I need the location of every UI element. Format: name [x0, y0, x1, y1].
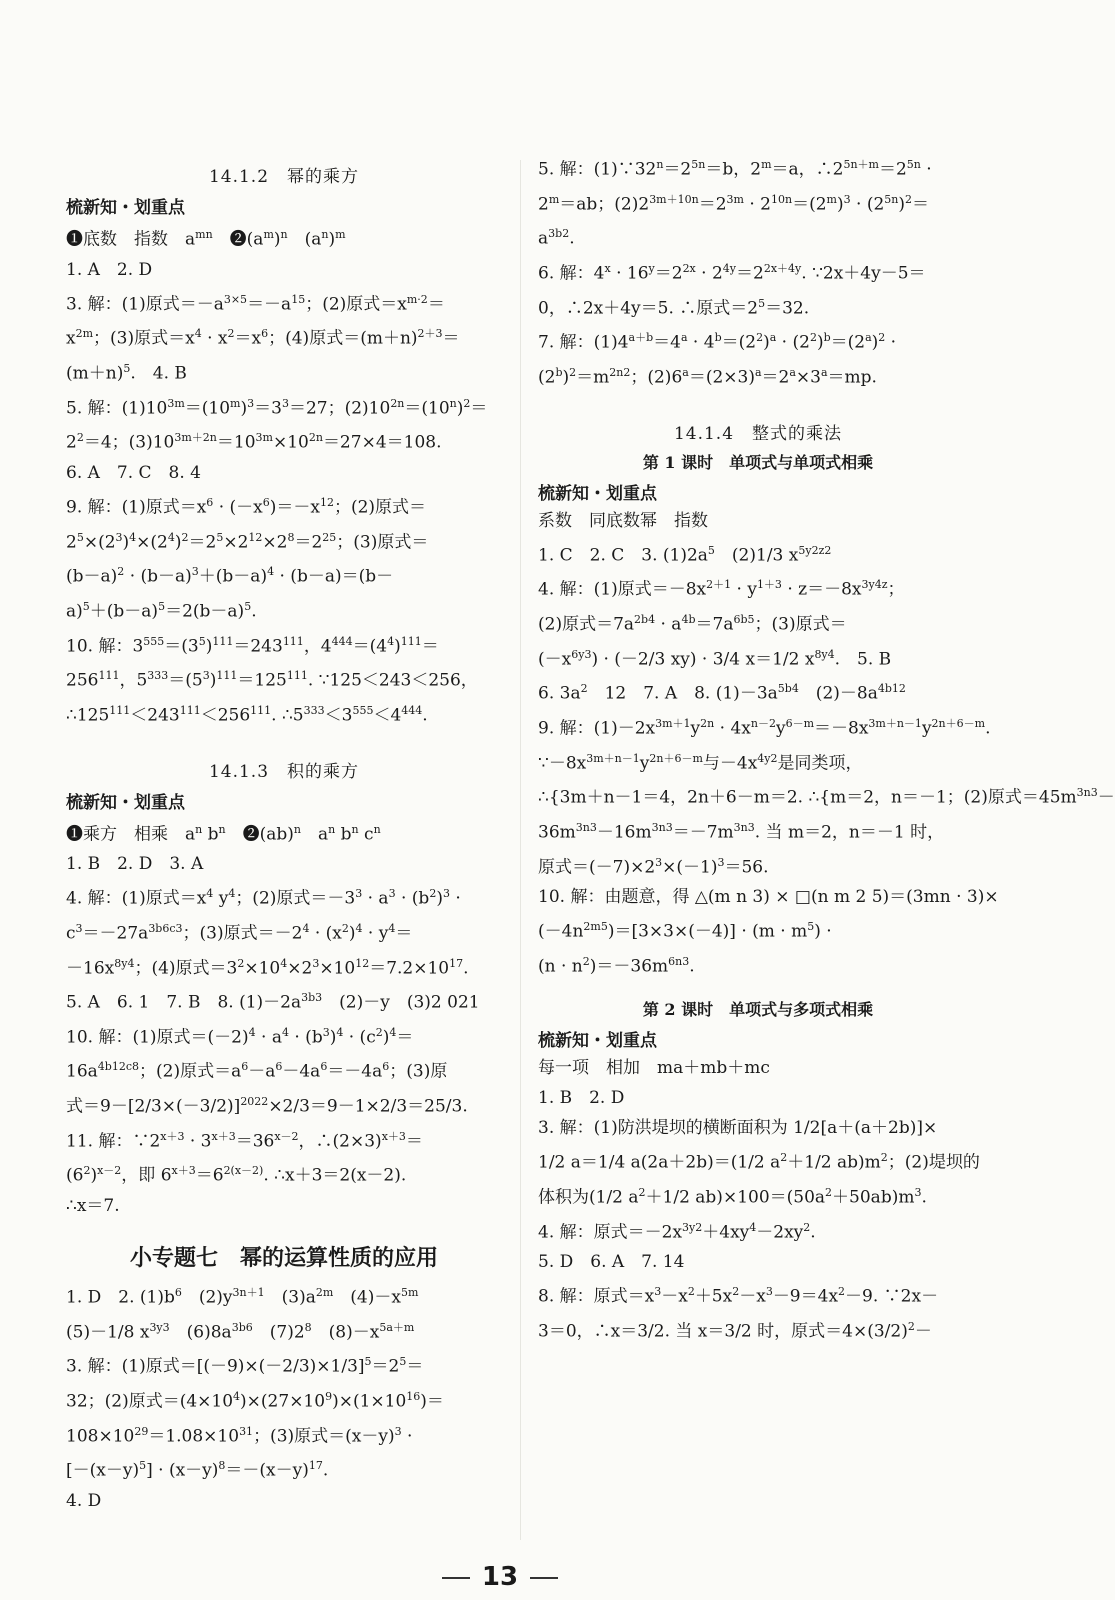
answer-line: 1. D 2. $(1)b^6$ $(2)y^{3n+1}$ $(3)a^{2m}$ $(4)-x^{5m}$: [66, 1286, 419, 1308]
column-divider: [520, 160, 521, 1540]
answer-line: 原式$=(-7)\times 2^3\times(-1)^3=56$.: [538, 855, 769, 878]
answer-line: $2^m=ab$；$(2)2^{3m+10n}=2^{3m} \cdot 2^{10n}=(2^m)^3 \cdot (2^{5n})^2=$: [538, 192, 930, 215]
answer-line: $(n \cdot n^2)=-36m^{6n3}$.: [538, 954, 695, 977]
key-points-heading: 梳新知・划重点: [538, 1031, 657, 1052]
answer-line: $256^{111}$，$5^{333}=(5^3)^{111}=125^{111}$. ∵125＜243＜256，: [66, 669, 478, 691]
answer-line: 3. 解：(1)原式$=[(-9)\times(-2/3)\times 1/3]^5=2^5=$: [66, 1355, 424, 1378]
answer-line: 1. B 2. D 3. A: [66, 854, 204, 875]
answer-line: 4. 解：(1)原式$=x^4$ $y^4$；(2)原式$=-3^3 \cdot a^3 \cdot (b^2)^3$ ·: [66, 887, 461, 909]
topic-title: 小专题七 幂的运算性质的应用: [129, 1245, 438, 1272]
answer-line: 6. A 7. C 8. 4: [66, 462, 201, 483]
answer-line: 式$=9-[2/3\times(-3/2)]^{2022}\times 2/3=9-1\times 2/3=25/3$.: [66, 1095, 468, 1117]
answer-line: $a)^5+(b-a)^5=2(b-a)^5$.: [66, 599, 257, 622]
answer-line: (5)－1/8 $x^{3y3}$ $(6)8a^{3b6}$ $(7)2^8$ $(8)-x^{5a+m}$: [66, 1320, 415, 1343]
answer-line: 7. 解：$(1)4^{a+b}=4^a \cdot 4^b=(2^2)^a \cdot (2^2)^b=(2^a)^2$ ·: [538, 331, 897, 353]
answer-line: 每一项 相加 ma＋mb＋mc: [538, 1058, 770, 1079]
answer-line: 4. D: [66, 1491, 102, 1512]
answer-line: ❶底数 指数 $a^{mn}$ $❷(a^m)^n$ $(a^n)^m$: [66, 228, 346, 250]
answer-line: 5. A 6. 1 7. B 8. $(1)-2a^{3b3}$ (2)－y (3)2 021: [66, 991, 480, 1013]
answer-line: $-16x^{8y4}$；(4)原式$=3^2\times 10^4\times 2^3\times 10^{12}=7.2\times 10^{17}$.: [66, 956, 469, 979]
answer-line: (2)原式$=7a^{2b4} \cdot a^{4b}=7a^{6b5}$；(3)原式＝: [538, 612, 847, 635]
page-number: 13: [0, 1562, 1000, 1592]
answer-line: $[-(x-y)^5] \cdot (x-y)^8=-(x-y)^{17}$.: [66, 1459, 329, 1482]
answer-line: $(-x^{6y3}) \cdot (-2/3$ xy) · 3/4 x＝1/2 $x^{8y4}$. 5. B: [538, 647, 892, 670]
answer-line: $x^{2m}$；(3)原式$=x^4 \cdot x^2=x^6$；(4)原式$=(m+n)^{2+3}=$: [66, 327, 460, 349]
spacer: [538, 981, 978, 995]
left-column: [66, 150, 502, 1516]
answer-line: 系数 同底数幂 指数: [538, 510, 708, 531]
section-title: 14.1.2 幂的乘方: [208, 167, 360, 187]
answer-line: 10. 解：$3^{555}=(3^5)^{111}=243^{111}$，$4^{444}=(4^4)^{111}=$: [66, 634, 439, 657]
answer-line: 5. 解：$(1)10^{3m}=(10^m)^3=3^3=27$；$(2)10^{2n}=(10^n)^2=$: [66, 396, 488, 419]
answer-line: 3. 解：(1)防洪堤坝的横断面积为 1/2[a＋(a＋2b)]×: [538, 1118, 938, 1139]
answer-line: 3＝0，∴x＝3/2. 当 x＝3/2 时，原式$=4\times(3/2)^2-$: [538, 1320, 932, 1342]
spacer: [66, 731, 502, 745]
answer-line: $a^{3b2}$.: [538, 227, 575, 249]
key-points-heading: 梳新知・划重点: [66, 792, 185, 813]
answer-line: 6. 解：$4^x \cdot 16^y=2^{2x} \cdot 2^{4y}=2^{2x+4y}$. ∵2x＋4y－5＝: [538, 261, 926, 284]
answer-line: 体积为(1/2 $a^2+1/2$ $ab)\times 100=(50a^2+50ab)m^3$.: [538, 1186, 927, 1208]
answer-line: 10. 解：(1)原式$=(-2)^4 \cdot a^4 \cdot (b^3)^4 \cdot (c^2)^4=$: [66, 1025, 414, 1048]
answer-line: 4. 解：(1)原式$=-8x^{2+1} \cdot y^{1+3} \cdot z=-8x^{3y4z}$；: [538, 578, 905, 600]
answer-line: $36m^{3n3}-16m^{3n3}=-7m^{3n3}$. 当 m＝2，n＝－1 时，: [538, 820, 945, 843]
answer-line: $16a^{4b12c8}$；(2)原式$=a^6-a^6-4a^6=-4a^6$；(3)原: [66, 1060, 448, 1083]
section-title: 14.1.4 整式的乘法: [673, 423, 843, 444]
answer-line: 0，∴2x＋4y＝5. ∴原式$=2^5=32$.: [538, 296, 810, 319]
answer-line: $c^3=-27a^{3b6c3}$；(3)原式$=-2^4 \cdot (x^2)^4 \cdot y^4=$: [66, 921, 413, 944]
answer-line: 6. $3a^2$ 12 7. A 8. $(1)-3a^{5b4}$ $(2)-8a^{4b12}$: [538, 682, 906, 704]
lesson-title: 第 2 课时 单项式与多项式相乘: [642, 1000, 874, 1020]
answer-line: $2^2=4$；$(3)10^{3m+2n}=10^{3m}\times 10^{2n}=27\times 4=108$.: [66, 431, 442, 453]
answer-line: 5. D 6. A 7. 14: [538, 1252, 685, 1273]
answer-line: $(6^2)^{x-2}$，即 $6^{x+3}=6^{2(x-2)}$. ∴x＋3＝2(x－2).: [66, 1164, 407, 1187]
answer-line: 10. 解：由题意，得 △(m n 3) × □(n m 2 5)＝(3mn · 3)×: [538, 887, 999, 908]
answer-line: 32；(2)原式$=(4\times 10^4)\times(27\times 10^9)\times(1\times 10^{16})=$: [66, 1390, 444, 1412]
answer-line: ∴x＝7.: [66, 1196, 120, 1217]
spacer: [538, 393, 978, 407]
answer-line: $2^5\times(2^3)^4\times(2^4)^2=2^5\times 2^{12}\times 2^8=2^{25}$；(3)原式＝: [66, 530, 429, 553]
lesson-title: 第 1 课时 单项式与单项式相乘: [642, 452, 874, 472]
answer-line: 9. 解：(1)原式$=x^6 \cdot (-x^6)=-x^{12}$；(2)原式＝: [66, 495, 427, 518]
answer-line: $(2^b)^2=m^{2n2}$；$(2)6^a=(2\times 3)^a=2^a\times 3^a=mp$.: [538, 365, 877, 388]
answer-line: 1. C 2. C 3. $(1)2a^5$ (2)1/3 $x^{5y2z2}$: [538, 543, 832, 566]
answer-line: 1. B 2. D: [538, 1088, 625, 1109]
key-points-heading: 梳新知・划重点: [538, 483, 657, 504]
answer-line: $(b-a)^2 \cdot (b-a)^3+(b-a)^4 \cdot (b-a)=(b-$: [66, 565, 394, 587]
answer-line: 11. 解：$\because 2^{x+3} \cdot 3^{x+3}=36^{x-2}$，$\therefore(2\times 3)^{x+3}=$: [66, 1129, 423, 1152]
answer-line: ❶乘方 相乘 $a^n$ $b^n$ ❷(ab)$^n$ $a^n$ $b^n$ $c^n$: [66, 822, 381, 845]
answer-line: $(m+n)^5$. 4. B: [66, 361, 187, 384]
answer-line: $(-4n^{2m5})=[3\times 3\times(-4)] \cdot (m \cdot m^5)$ ·: [538, 920, 832, 942]
section-title: 14.1.3 积的乘方: [208, 761, 360, 782]
answer-line: 1/2 a＝1/4 a(2a＋2b)＝(1/2 $a^2+1/2$ $ab)m^2$；(2)堤坝的: [538, 1151, 980, 1174]
answer-line: $\therefore 125^{111}<243^{111}<256^{111}$. $\therefore 5^{333}<3^{555}<4^{444}$.: [66, 703, 428, 726]
answer-line: 1. A 2. D: [66, 259, 153, 280]
answer-line: 4. 解：原式$=-2x^{3y2}+4xy^4-2xy^2$.: [538, 1220, 816, 1243]
answer-line: 9. 解：$(1)-2x^{3m+1}y^{2n} \cdot 4x^{n-2}y^{6-m}=-8x^{3m+n-1}y^{2n+6-m}$.: [538, 716, 991, 739]
answer-line: 5. 解：$(1)\because 32^n=2^{5n}=b$，$2^m=a$，$\therefore 2^{5n+m}=2^{5n}$ ·: [538, 158, 932, 180]
right-column: [538, 150, 1115, 1347]
key-points-heading: 梳新知・划重点: [66, 198, 185, 218]
answer-line: ∴{3m＋n－1＝4，2n＋6－m＝2. ∴{m＝2，n＝－1；(2)原式$=45m^{3n3}-$: [538, 786, 1115, 808]
answer-line: 3. 解：(1)原式$=-a^{3\times 5}=-a^{15}$；(2)原式$=x^{m\cdot 2}=$: [66, 292, 445, 315]
answer-line: 8. 解：原式$=x^3-x^2+5x^2-x^3-9=4x^2-9$. ∵2x－: [538, 1285, 939, 1308]
answer-line: $108\times 10^{29}=1.08\times 10^{31}$；(3)原式$=(x-y)^3$ ·: [66, 1424, 413, 1447]
answer-line: $\because-8x^{3m+n-1}y^{2n+6-m}$与$-4x^{4y2}$是同类项，: [538, 751, 863, 774]
